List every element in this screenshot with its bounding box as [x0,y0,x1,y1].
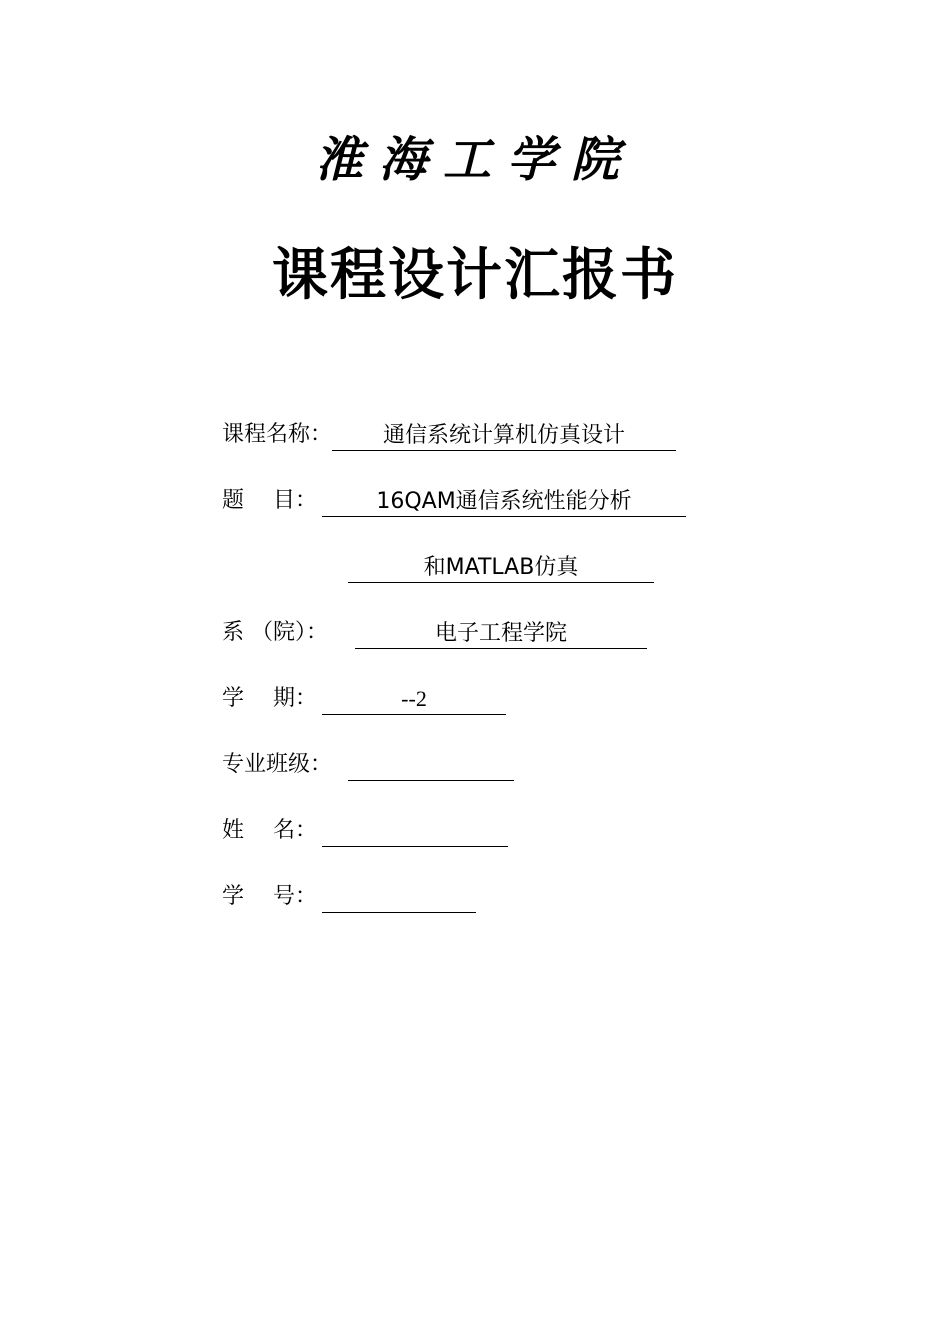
student-id-row [222,880,476,914]
course-name-row [222,418,676,452]
student-id-value [322,880,476,913]
course-name-label: 课程名称： [222,422,333,447]
document-title: 课程设计汇报书 [272,243,678,308]
student-id-label: 学 号： [222,884,317,909]
name-row [222,814,508,848]
semester-row [222,682,506,716]
topic-label: 题 目： [222,488,317,513]
school-name: 淮海工学院 [314,132,635,188]
topic-row [222,484,686,518]
topic-value-line2: 和MATLAB仿真 [348,550,654,583]
topic-value-line1: 16QAM通信系统性能分析 [322,484,686,517]
department-row [222,616,647,650]
semester-label: 学 期： [222,686,317,711]
semester-value: --2 [322,682,506,715]
course-name-value: 通信系统计算机仿真设计 [332,418,676,451]
major-class-label: 专业班级： [222,752,333,777]
department-label: 系 （院）： [222,620,328,645]
name-value [322,814,508,847]
department-value: 电子工程学院 [355,616,647,649]
major-class-row [222,748,514,782]
topic-row-continued [348,550,654,584]
major-class-value [348,748,514,781]
name-label: 姓 名： [222,818,317,843]
